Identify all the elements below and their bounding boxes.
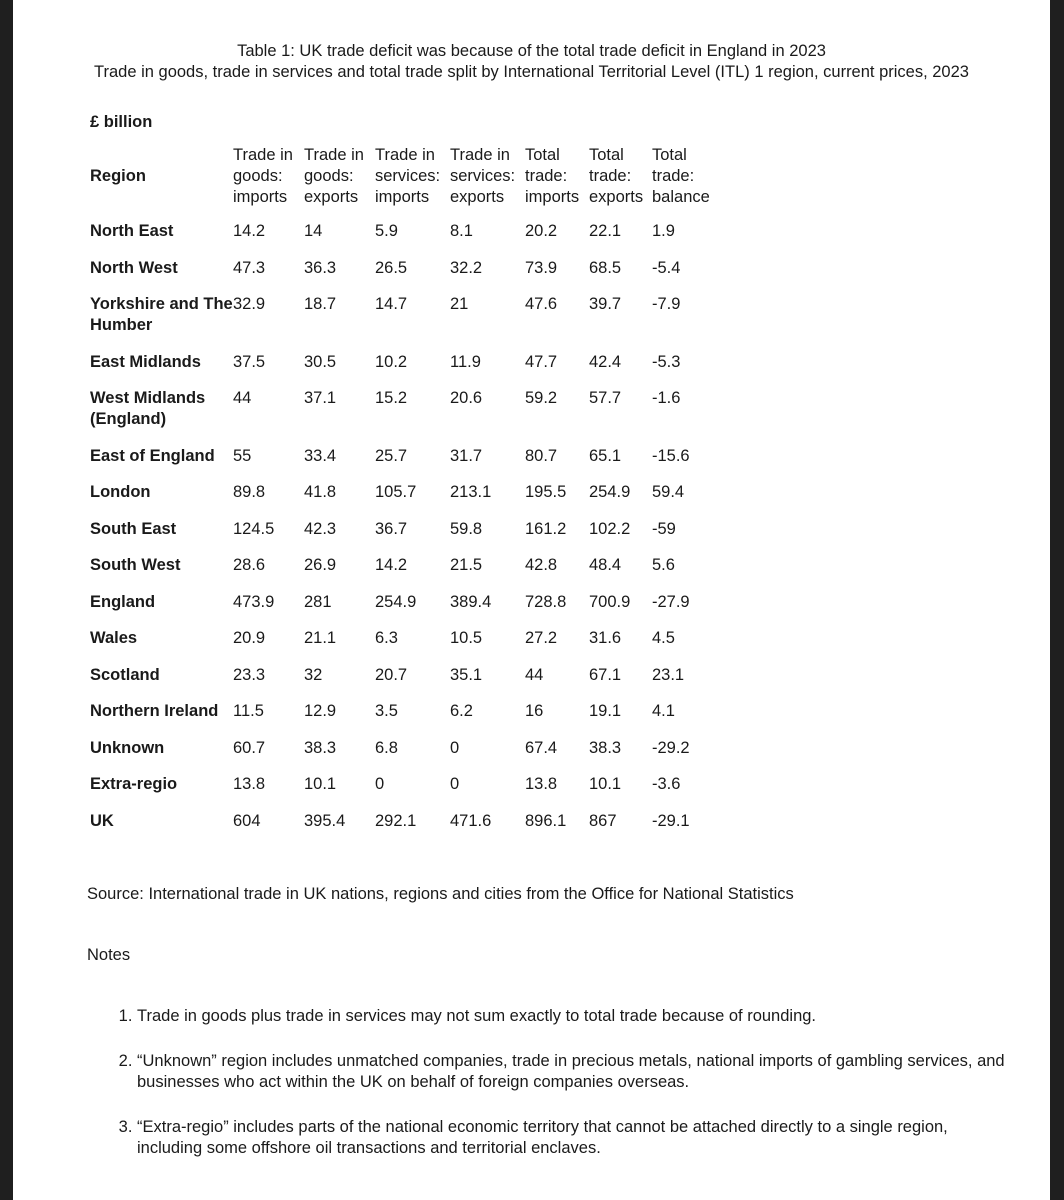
value-cell: -5.4 bbox=[652, 258, 681, 277]
table-title: Table 1: UK trade deficit was because of the total trade deficit in England in 2023 bbox=[237, 42, 826, 60]
value-cell: 32.9 bbox=[233, 295, 266, 313]
value-cell: 0 bbox=[450, 775, 460, 793]
note-item: 2. “Unknown” region includes unmatched companies, trade in precious metals, national imports of gambling services, and businesses who act within the UK on behalf of foreign companies overseas. bbox=[137, 1051, 1007, 1093]
value-cell: 30.5 bbox=[304, 352, 337, 371]
value-cell: 6.8 bbox=[375, 738, 398, 757]
value-cell: -59 bbox=[652, 519, 676, 538]
value-cell: 16 bbox=[525, 702, 544, 720]
region-cell: UK bbox=[90, 811, 114, 830]
value-cell: -3.6 bbox=[652, 775, 681, 793]
value-cell: 20.6 bbox=[450, 389, 483, 407]
table-row bbox=[87, 555, 722, 592]
value-cell: 14 bbox=[304, 222, 323, 240]
value-cell: -29.2 bbox=[652, 738, 690, 757]
value-cell: 27.2 bbox=[525, 629, 558, 647]
value-cell: 213.1 bbox=[450, 483, 492, 501]
value-cell: 47.6 bbox=[525, 295, 558, 313]
table-row bbox=[87, 388, 722, 446]
value-cell: 13.8 bbox=[525, 775, 558, 793]
table-row bbox=[87, 221, 722, 258]
value-cell: 47.7 bbox=[525, 352, 558, 371]
region-cell: East of England bbox=[90, 446, 215, 465]
region-cell: Wales bbox=[90, 629, 138, 647]
source-note: Source: International trade in UK nations, regions and cities from the Office for National Statistics bbox=[87, 885, 794, 903]
table-row bbox=[87, 665, 722, 702]
value-cell: 10.1 bbox=[589, 775, 622, 793]
table-subtitle: Trade in goods, trade in services and total trade split by International Territorial Level (ITL) 1 region, current prices, 2023 bbox=[94, 63, 969, 81]
value-cell: 20.7 bbox=[375, 665, 408, 684]
value-cell: 21 bbox=[450, 295, 469, 313]
value-cell: 473.9 bbox=[233, 592, 275, 611]
table-body bbox=[87, 221, 722, 847]
value-cell: 20.2 bbox=[525, 222, 558, 240]
notes-heading: Notes bbox=[87, 946, 131, 964]
value-cell: 39.7 bbox=[589, 295, 622, 313]
value-cell: 67.1 bbox=[589, 665, 622, 684]
value-cell: 14.2 bbox=[375, 556, 408, 574]
value-cell: -5.3 bbox=[652, 352, 681, 371]
value-cell: 67.4 bbox=[525, 738, 558, 757]
value-cell: 11.9 bbox=[450, 352, 481, 371]
region-cell: East Midlands bbox=[90, 352, 201, 371]
region-cell: Extra-regio bbox=[90, 775, 178, 793]
note-item: 1. Trade in goods plus trade in services may not sum exactly to total trade because of rounding. bbox=[137, 1006, 1007, 1027]
trade-table bbox=[87, 145, 722, 847]
value-cell: 0 bbox=[450, 738, 460, 757]
column-header: Trade in services: exports bbox=[450, 146, 516, 206]
value-cell: 896.1 bbox=[525, 811, 567, 830]
value-cell: 6.2 bbox=[450, 702, 473, 720]
value-cell: 44 bbox=[233, 389, 252, 407]
value-cell: 44 bbox=[525, 665, 544, 684]
value-cell: 35.1 bbox=[450, 665, 483, 684]
value-cell: 281 bbox=[304, 592, 332, 611]
value-cell: 42.4 bbox=[589, 352, 622, 371]
value-cell: 254.9 bbox=[375, 592, 417, 611]
region-cell: England bbox=[90, 592, 156, 611]
value-cell: -29.1 bbox=[652, 811, 690, 830]
value-cell: 26.5 bbox=[375, 258, 408, 277]
value-cell: 19.1 bbox=[589, 702, 622, 720]
column-header: Trade in goods: exports bbox=[304, 146, 364, 206]
value-cell: 42.3 bbox=[304, 519, 337, 538]
value-cell: 15.2 bbox=[375, 389, 408, 407]
column-header: Region bbox=[90, 167, 146, 185]
value-cell: 395.4 bbox=[304, 811, 346, 830]
notes-list bbox=[112, 1006, 1007, 1183]
value-cell: 14.7 bbox=[375, 295, 408, 313]
column-header: Total trade: balance bbox=[652, 146, 710, 206]
table-row bbox=[87, 592, 722, 629]
value-cell: 124.5 bbox=[233, 519, 275, 538]
table-row bbox=[87, 628, 722, 665]
note-item: 3. “Extra-regio” includes parts of the national economic territory that cannot be attached directly to a single region, including some offshore oil transactions and territorial enclaves. bbox=[137, 1117, 1007, 1159]
value-cell: 25.7 bbox=[375, 446, 408, 465]
value-cell: 31.7 bbox=[450, 446, 483, 465]
value-cell: 42.8 bbox=[525, 556, 558, 574]
value-cell: 12.9 bbox=[304, 702, 337, 720]
region-cell: West Midlands (England) bbox=[90, 389, 206, 428]
table-row bbox=[87, 482, 722, 519]
value-cell: 37.5 bbox=[233, 352, 266, 371]
value-cell: 471.6 bbox=[450, 811, 492, 830]
value-cell: 867 bbox=[589, 811, 617, 830]
value-cell: 1.9 bbox=[652, 222, 675, 240]
region-cell: South West bbox=[90, 556, 181, 574]
value-cell: 254.9 bbox=[589, 483, 631, 501]
value-cell: 59.4 bbox=[652, 483, 685, 501]
value-cell: 8.1 bbox=[450, 222, 473, 240]
region-cell: Northern Ireland bbox=[90, 702, 219, 720]
value-cell: 10.2 bbox=[375, 352, 408, 371]
value-cell: 59.2 bbox=[525, 389, 558, 407]
table-row bbox=[87, 294, 722, 352]
region-cell: North West bbox=[90, 258, 178, 277]
value-cell: 89.8 bbox=[233, 483, 266, 501]
value-cell: 105.7 bbox=[375, 483, 417, 501]
value-cell: 3.5 bbox=[375, 702, 398, 720]
value-cell: 13.8 bbox=[233, 775, 266, 793]
value-cell: 32.2 bbox=[450, 258, 483, 277]
value-cell: 700.9 bbox=[589, 592, 631, 611]
value-cell: 0 bbox=[375, 775, 385, 793]
value-cell: -27.9 bbox=[652, 592, 690, 611]
value-cell: 22.1 bbox=[589, 222, 622, 240]
value-cell: 36.3 bbox=[304, 258, 337, 277]
value-cell: 28.6 bbox=[233, 556, 266, 574]
value-cell: 80.7 bbox=[525, 446, 558, 465]
value-cell: 102.2 bbox=[589, 519, 631, 538]
table-row bbox=[87, 701, 722, 738]
value-cell: 23.1 bbox=[652, 665, 685, 684]
value-cell: 36.7 bbox=[375, 519, 408, 538]
table-row bbox=[87, 519, 722, 556]
value-cell: 728.8 bbox=[525, 592, 567, 611]
title-block bbox=[13, 41, 1050, 83]
value-cell: 26.9 bbox=[304, 556, 337, 574]
value-cell: 32 bbox=[304, 665, 323, 684]
column-header: Trade in goods: imports bbox=[233, 146, 293, 206]
region-cell: Yorkshire and The Humber bbox=[90, 295, 233, 334]
region-cell: North East bbox=[90, 222, 174, 240]
value-cell: 73.9 bbox=[525, 258, 558, 277]
value-cell: 23.3 bbox=[233, 665, 266, 684]
value-cell: 37.1 bbox=[304, 389, 337, 407]
value-cell: 161.2 bbox=[525, 519, 567, 538]
value-cell: 21.5 bbox=[450, 556, 483, 574]
value-cell: 68.5 bbox=[589, 258, 622, 277]
value-cell: -1.6 bbox=[652, 389, 681, 407]
value-cell: 10.5 bbox=[450, 629, 483, 647]
value-cell: 55 bbox=[233, 446, 252, 465]
value-cell: 47.3 bbox=[233, 258, 266, 277]
table-row bbox=[87, 738, 722, 775]
value-cell: 14.2 bbox=[233, 222, 266, 240]
value-cell: 57.7 bbox=[589, 389, 622, 407]
document-page bbox=[13, 0, 1050, 1200]
value-cell: 59.8 bbox=[450, 519, 483, 538]
table-row bbox=[87, 774, 722, 811]
table-header-row bbox=[87, 145, 722, 221]
value-cell: 38.3 bbox=[589, 738, 622, 757]
value-cell: 4.5 bbox=[652, 629, 675, 647]
value-cell: 21.1 bbox=[304, 629, 337, 647]
value-cell: 389.4 bbox=[450, 592, 492, 611]
column-header: Trade in services: imports bbox=[375, 146, 441, 206]
value-cell: 4.1 bbox=[652, 702, 675, 720]
table-row bbox=[87, 258, 722, 295]
value-cell: 18.7 bbox=[304, 295, 337, 313]
column-header: Total trade: exports bbox=[589, 146, 644, 206]
region-cell: London bbox=[90, 483, 151, 501]
value-cell: 10.1 bbox=[304, 775, 337, 793]
value-cell: 33.4 bbox=[304, 446, 337, 465]
value-cell: 60.7 bbox=[233, 738, 266, 757]
value-cell: 11.5 bbox=[233, 702, 264, 720]
region-cell: Unknown bbox=[90, 738, 165, 757]
units-label: £ billion bbox=[90, 113, 153, 131]
value-cell: 41.8 bbox=[304, 483, 337, 501]
value-cell: -7.9 bbox=[652, 295, 681, 313]
value-cell: 65.1 bbox=[589, 446, 622, 465]
region-cell: South East bbox=[90, 519, 177, 538]
value-cell: -15.6 bbox=[652, 446, 690, 465]
value-cell: 48.4 bbox=[589, 556, 622, 574]
value-cell: 5.9 bbox=[375, 222, 398, 240]
value-cell: 20.9 bbox=[233, 629, 266, 647]
value-cell: 195.5 bbox=[525, 483, 567, 501]
column-header: Total trade: imports bbox=[525, 146, 580, 206]
table-row bbox=[87, 811, 722, 848]
table-row bbox=[87, 446, 722, 483]
value-cell: 31.6 bbox=[589, 629, 622, 647]
value-cell: 604 bbox=[233, 811, 261, 830]
value-cell: 292.1 bbox=[375, 811, 417, 830]
region-cell: Scotland bbox=[90, 665, 160, 684]
value-cell: 6.3 bbox=[375, 629, 398, 647]
value-cell: 38.3 bbox=[304, 738, 337, 757]
table-row bbox=[87, 352, 722, 389]
value-cell: 5.6 bbox=[652, 556, 675, 574]
